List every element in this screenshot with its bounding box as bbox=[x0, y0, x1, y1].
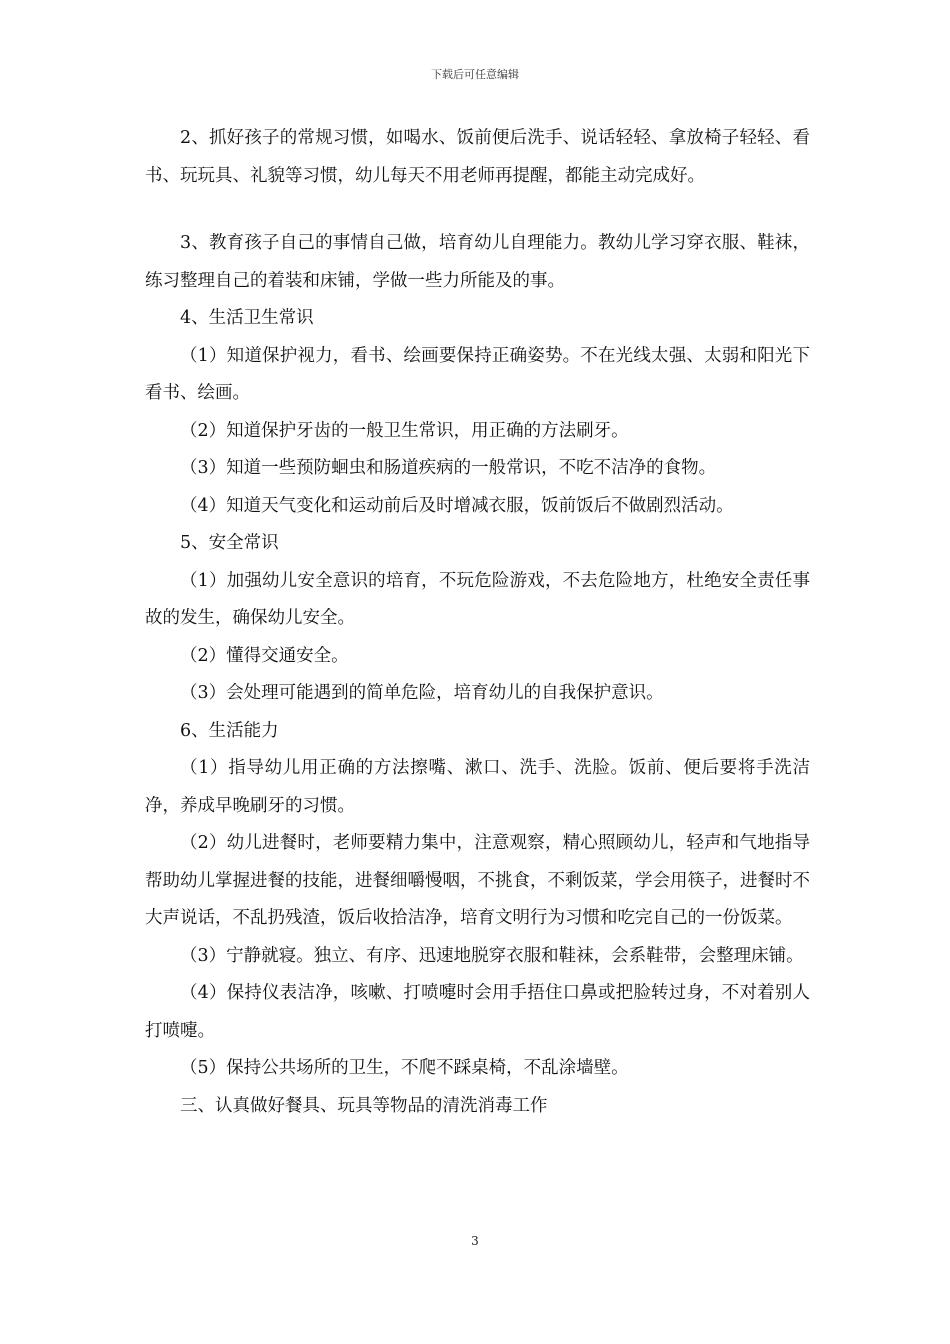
document-body bbox=[145, 120, 810, 1125]
paragraph-life-skills-2: （2）幼儿进餐时，老师要精力集中，注意观察，精心照顾幼儿，轻声和气地指导帮助幼儿掌握进餐的技能，进餐细嚼慢咽，不挑食，不剩饭菜，学会用筷子，进餐时不大声说话，不乱扔残渣，饭后收拾洁净，培育文明行为习惯和吃完自己的一份饭菜。 bbox=[145, 833, 810, 928]
paragraph-hygiene-4: （4）知道天气变化和运动前后及时增减衣服，饭前饭后不做剧烈活动。 bbox=[180, 495, 734, 516]
paragraph-safety-3: （3）会处理可能遇到的简单危险，培育幼儿的自我保护意识。 bbox=[180, 683, 664, 703]
paragraph-hygiene-1: （1）知道保护视力，看书、绘画要保持正确姿势。不在光线太强、太弱和阳光下看书、绘画。 bbox=[145, 345, 810, 403]
paragraph-self-care: 3、教育孩子自己的事情自己做，培育幼儿自理能力。教幼儿学习穿衣服、鞋袜，练习整理自己的着装和床铺，学做一些力所能及的事。 bbox=[145, 233, 810, 291]
paragraph-hygiene-3: （3）知道一些预防蛔虫和肠道疾病的一般常识，不吃不洁净的食物。 bbox=[180, 458, 717, 478]
paragraph-spacer bbox=[145, 195, 810, 225]
paragraph-hygiene-2: （2）知道保护牙齿的一般卫生常识，用正确的方法刷牙。 bbox=[180, 420, 629, 441]
heading-hygiene: 4、生活卫生常识 bbox=[180, 308, 314, 328]
paragraph-safety-2: （2）懂得交通安全。 bbox=[180, 645, 349, 666]
paragraph-habits: 2、抓好孩子的常规习惯，如喝水、饭前便后洗手、说话轻轻、拿放椅子轻轻、看书、玩玩具、礼貌等习惯，幼儿每天不用老师再提醒，都能主动完成好。 bbox=[145, 128, 810, 186]
page-header: 下载后可任意编辑 bbox=[431, 68, 519, 81]
heading-section-three: 三、认真做好餐具、玩具等物品的清洗消毒工作 bbox=[180, 1095, 548, 1116]
paragraph-life-skills-4: （4）保持仪表洁净，咳嗽、打喷嚏时会用手捂住口鼻或把脸转过身，不对着别人打喷嚏。 bbox=[145, 983, 810, 1041]
paragraph-life-skills-3: （3）宁静就寝。独立、有序、迅速地脱穿衣服和鞋袜，会系鞋带，会整理床铺。 bbox=[180, 945, 804, 966]
heading-life-skills: 6、生活能力 bbox=[180, 720, 279, 741]
paragraph-safety-1: （1）加强幼儿安全意识的培育，不玩危险游戏，不去危险地方，杜绝安全责任事故的发生，确保幼儿安全。 bbox=[145, 570, 810, 628]
heading-safety: 5、安全常识 bbox=[180, 533, 279, 553]
page-number: 3 bbox=[471, 1234, 479, 1248]
paragraph-life-skills-1: （1）指导幼儿用正确的方法擦嘴、漱口、洗手、洗脸。饭前、便后要将手洗洁净，养成早晚刷牙的习惯。 bbox=[145, 758, 810, 816]
paragraph-life-skills-5: （5）保持公共场所的卫生，不爬不踩桌椅，不乱涂墙壁。 bbox=[180, 1058, 629, 1078]
